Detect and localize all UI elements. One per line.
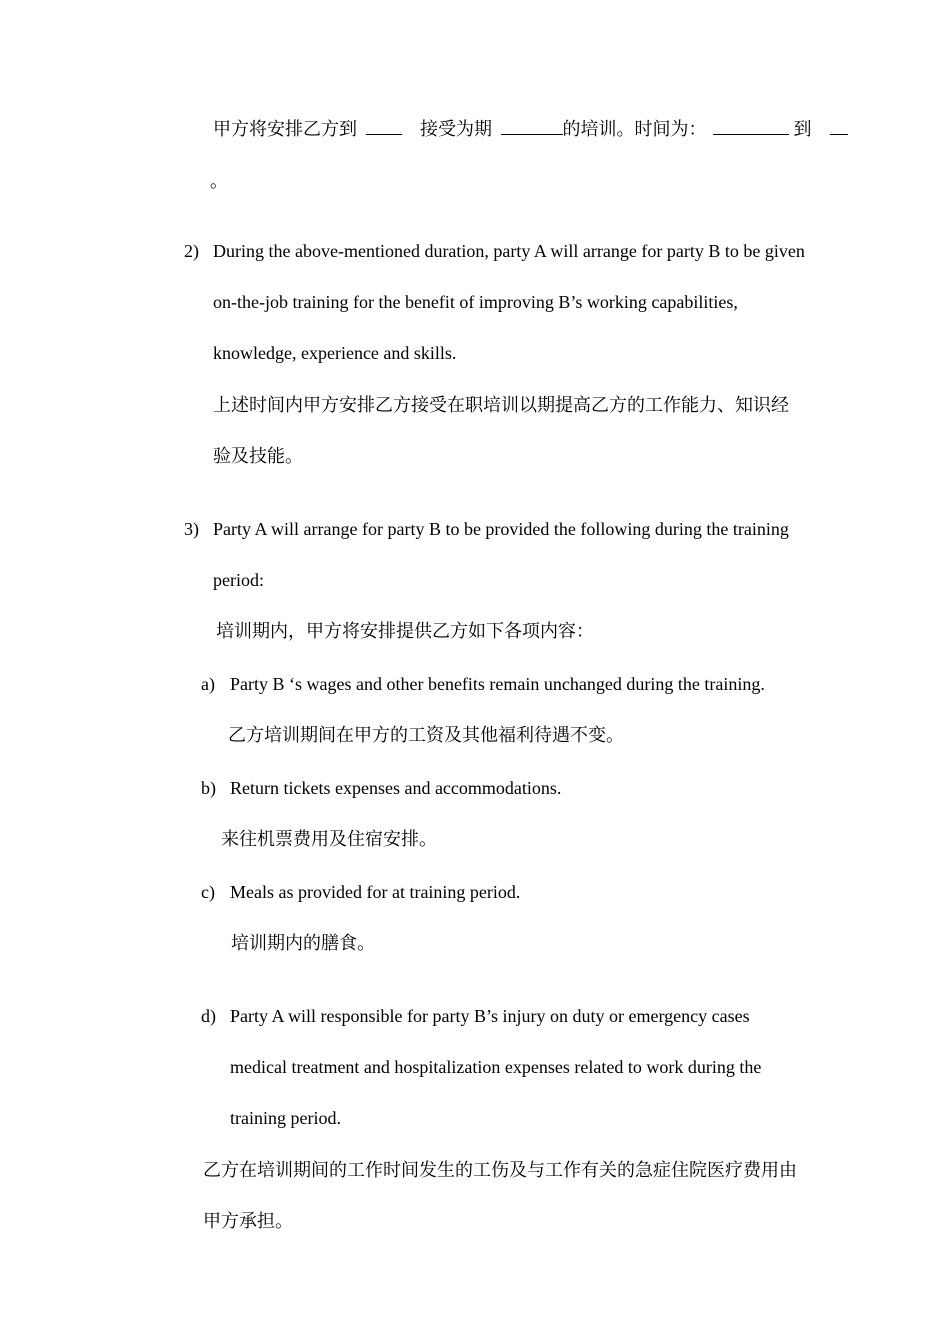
subitem-d-en-line-1: Party A will responsible for party B’s injury on duty or emergency cases: [230, 1006, 750, 1026]
subitem-b-zh: 来往机票费用及住宿安排。: [221, 829, 437, 849]
item-3-en-line-2: period:: [213, 570, 264, 590]
subitem-d-en-line-2: medical treatment and hospitalization expenses related to work during the: [230, 1057, 762, 1077]
item-2-en-line-1: During the above-mentioned duration, party A will arrange for party B to be given: [213, 241, 805, 261]
intro-end-mark: 。: [210, 171, 228, 191]
subitem-letter: d): [201, 1006, 216, 1026]
item-2-en-line-2: on-the-job training for the benefit of improving B’s working capabilities,: [213, 292, 738, 312]
intro-text-1: 甲方将安排乙方到: [213, 119, 357, 139]
subitem-letter: c): [201, 882, 215, 902]
location-blank: [366, 117, 402, 135]
subitem-d-zh-line-2: 甲方承担。: [203, 1211, 293, 1231]
subitem-a-zh: 乙方培训期间在甲方的工资及其他福利待遇不变。: [228, 725, 624, 745]
start-date-blank: [713, 117, 789, 135]
intro-text-4: 到: [793, 119, 812, 139]
end-date-blank: [830, 117, 848, 135]
subitem-a-en: Party B ‘s wages and other benefits remain unchanged during the training.: [230, 674, 765, 694]
subitem-c-zh: 培训期内的膳食。: [231, 933, 375, 953]
subitem-d-zh-line-1: 乙方在培训期间的工作时间发生的工伤及与工作有关的急症住院医疗费用由: [203, 1160, 797, 1180]
item-3-en-line-1: Party A will arrange for party B to be provided the following during the training: [213, 519, 789, 539]
item-2-zh-line-2: 验及技能。: [213, 446, 303, 466]
item-number: 2): [184, 241, 199, 261]
subitem-c-en: Meals as provided for at training period.: [230, 882, 521, 902]
subitem-letter: b): [201, 778, 216, 798]
item-2-zh-line-1: 上述时间内甲方安排乙方接受在职培训以期提高乙方的工作能力、知识经: [213, 395, 789, 415]
item-number: 3): [184, 519, 199, 539]
subitem-d-en-line-3: training period.: [230, 1108, 341, 1128]
subitem-letter: a): [201, 674, 215, 694]
subitem-b-en: Return tickets expenses and accommodations.: [230, 778, 562, 798]
item-3-zh-line-1: 培训期内，甲方将安排提供乙方如下各项内容：: [216, 621, 594, 641]
intro-line: [213, 117, 848, 140]
duration-blank: [501, 117, 563, 135]
item-2-en-line-3: knowledge, experience and skills.: [213, 343, 457, 363]
intro-text-3: 的培训。时间为：: [562, 119, 707, 139]
intro-text-2: 接受为期: [420, 119, 492, 139]
